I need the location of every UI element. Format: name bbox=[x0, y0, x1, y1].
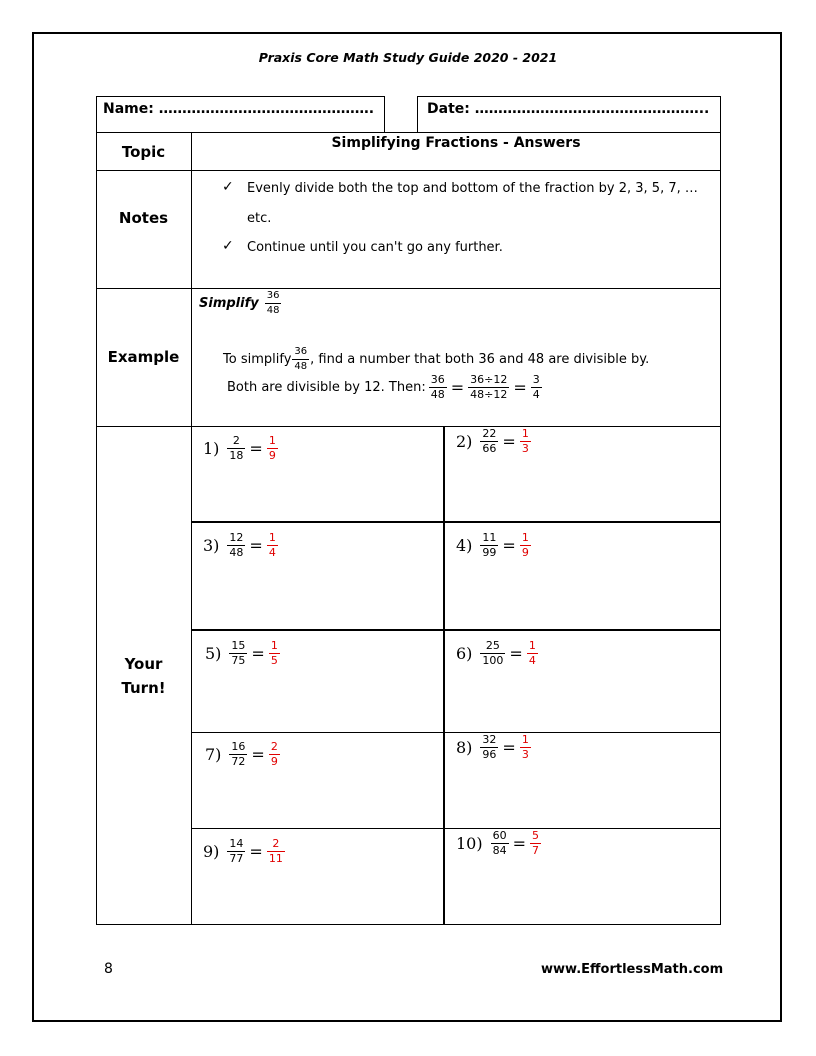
problem-7 bbox=[205, 741, 280, 768]
fraction-denominator: 100 bbox=[482, 654, 504, 667]
answer-fraction bbox=[269, 640, 280, 667]
fraction-numerator: 36 bbox=[430, 373, 445, 386]
example-inline-fraction bbox=[292, 346, 309, 373]
answer-fraction bbox=[269, 741, 280, 768]
equals-sign: = bbox=[249, 842, 263, 861]
answer-fraction bbox=[267, 838, 285, 865]
fraction-numerator: 36 bbox=[294, 346, 308, 357]
fraction-numerator: 2 bbox=[232, 434, 240, 447]
example-original-fraction bbox=[429, 374, 447, 401]
fraction-denominator: 48 bbox=[294, 361, 308, 372]
date-label: Date: ………………………………………….. bbox=[427, 101, 710, 117]
answer-numerator: 1 bbox=[268, 434, 276, 447]
fraction-denominator: 4 bbox=[532, 388, 540, 401]
fraction-denominator: 84 bbox=[492, 844, 507, 857]
fraction-numerator: 15 bbox=[231, 639, 246, 652]
fraction-denominator: 18 bbox=[229, 449, 244, 462]
problem-row-divider bbox=[192, 521, 721, 523]
problem-8 bbox=[456, 734, 531, 761]
fraction-denominator: 48÷12 bbox=[470, 388, 508, 401]
problem-1 bbox=[203, 435, 278, 462]
answer-numerator: 1 bbox=[521, 531, 529, 544]
topic-label: Topic bbox=[121, 142, 166, 161]
answer-denominator: 9 bbox=[270, 755, 278, 768]
equals-sign: = bbox=[450, 378, 465, 397]
note-item-1-continued: etc. bbox=[247, 211, 272, 226]
problem-9 bbox=[203, 838, 285, 865]
check-icon: ✓ bbox=[222, 179, 234, 195]
problem-4 bbox=[456, 532, 531, 559]
fraction-denominator: 48 bbox=[266, 305, 280, 316]
example-line-1-pre: To simplify bbox=[223, 352, 292, 367]
problem-fraction bbox=[227, 838, 245, 865]
equals-sign: = bbox=[502, 432, 516, 451]
answer-fraction bbox=[530, 830, 541, 857]
problem-fraction bbox=[480, 734, 498, 761]
example-label: Example bbox=[107, 348, 180, 366]
answer-denominator: 4 bbox=[268, 546, 276, 559]
example-step-fraction bbox=[468, 374, 509, 401]
fraction-denominator: 48 bbox=[229, 546, 244, 559]
example-fraction bbox=[265, 290, 282, 317]
answer-numerator: 1 bbox=[268, 531, 276, 544]
problem-fraction bbox=[229, 640, 247, 667]
fraction-numerator: 60 bbox=[492, 829, 507, 842]
fraction-denominator: 48 bbox=[430, 388, 445, 401]
answer-fraction bbox=[267, 435, 278, 462]
problem-number: 3) bbox=[203, 536, 220, 555]
problem-fraction bbox=[227, 435, 245, 462]
fraction-numerator: 11 bbox=[482, 531, 497, 544]
check-icon: ✓ bbox=[222, 238, 234, 254]
answer-denominator: 5 bbox=[270, 654, 278, 667]
problem-fraction bbox=[227, 532, 245, 559]
problem-number: 8) bbox=[456, 738, 473, 757]
problem-2 bbox=[456, 428, 531, 455]
answer-denominator: 9 bbox=[521, 546, 529, 559]
equals-sign: = bbox=[502, 738, 516, 757]
problem-fraction bbox=[229, 741, 247, 768]
equals-sign: = bbox=[509, 644, 523, 663]
page-header-title: Praxis Core Math Study Guide 2020 - 2021 bbox=[258, 50, 558, 65]
answer-denominator: 9 bbox=[268, 449, 276, 462]
problem-10 bbox=[456, 830, 541, 857]
example-line-2 bbox=[227, 374, 542, 401]
fraction-numerator: 36÷12 bbox=[470, 373, 508, 386]
row-divider bbox=[96, 426, 721, 427]
problem-fraction bbox=[491, 830, 509, 857]
row-divider bbox=[96, 170, 721, 171]
example-result-fraction bbox=[531, 374, 542, 401]
equals-sign: = bbox=[512, 834, 527, 853]
fraction-denominator: 96 bbox=[482, 748, 497, 761]
topic-value: Simplifying Fractions - Answers bbox=[331, 135, 581, 151]
fraction-denominator: 99 bbox=[482, 546, 497, 559]
answer-fraction bbox=[527, 640, 538, 667]
equals-sign: = bbox=[251, 745, 265, 764]
fraction-numerator: 14 bbox=[229, 837, 244, 850]
problem-number: 10) bbox=[456, 834, 483, 853]
fraction-numerator: 22 bbox=[482, 427, 497, 440]
fraction-denominator: 75 bbox=[231, 654, 246, 667]
fraction-denominator: 66 bbox=[482, 442, 497, 455]
answer-numerator: 1 bbox=[528, 639, 536, 652]
name-field[interactable] bbox=[96, 96, 385, 133]
problem-row-divider bbox=[192, 828, 721, 829]
problem-number: 6) bbox=[456, 644, 473, 663]
answer-numerator: 5 bbox=[532, 829, 540, 842]
equals-sign: = bbox=[513, 378, 527, 397]
example-prompt bbox=[199, 290, 281, 317]
problem-row-divider bbox=[192, 732, 721, 733]
problem-number: 5) bbox=[205, 644, 222, 663]
answer-denominator: 3 bbox=[521, 748, 529, 761]
problem-column-divider bbox=[443, 426, 445, 925]
problem-row-divider bbox=[192, 629, 721, 631]
fraction-numerator: 12 bbox=[229, 531, 244, 544]
fraction-numerator: 32 bbox=[482, 733, 497, 746]
answer-numerator: 1 bbox=[521, 733, 529, 746]
problem-number: 1) bbox=[203, 439, 220, 458]
problem-number: 2) bbox=[456, 432, 473, 451]
your-turn-label-line-2: Turn! bbox=[121, 679, 166, 697]
note-item-2: Continue until you can't go any further. bbox=[247, 240, 503, 255]
answer-denominator: 3 bbox=[521, 442, 529, 455]
problem-fraction bbox=[480, 532, 498, 559]
answer-denominator: 11 bbox=[268, 852, 283, 865]
example-line-2-pre: Both are divisible by 12. Then: bbox=[227, 380, 426, 395]
problem-6 bbox=[456, 640, 538, 667]
equals-sign: = bbox=[502, 536, 516, 555]
example-line-1 bbox=[223, 346, 649, 373]
fraction-numerator: 25 bbox=[485, 639, 500, 652]
fraction-denominator: 77 bbox=[229, 852, 244, 865]
equals-sign: = bbox=[249, 536, 263, 555]
example-prompt-text: Simplify bbox=[199, 296, 259, 311]
your-turn-label bbox=[96, 651, 191, 701]
problem-3 bbox=[203, 532, 278, 559]
your-turn-label-line-1: Your bbox=[124, 655, 163, 673]
fraction-numerator: 16 bbox=[231, 740, 246, 753]
answer-fraction bbox=[520, 532, 531, 559]
answer-numerator: 1 bbox=[270, 639, 278, 652]
answer-denominator: 4 bbox=[528, 654, 536, 667]
problem-fraction bbox=[480, 428, 498, 455]
row-divider bbox=[96, 288, 721, 289]
answer-numerator: 1 bbox=[521, 427, 529, 440]
problem-number: 4) bbox=[456, 536, 473, 555]
fraction-numerator: 3 bbox=[532, 373, 540, 386]
fraction-numerator: 36 bbox=[266, 290, 280, 301]
answer-numerator: 2 bbox=[272, 837, 280, 850]
problem-number: 9) bbox=[203, 842, 220, 861]
name-label: Name: ………………………………………. bbox=[103, 101, 375, 117]
equals-sign: = bbox=[251, 644, 265, 663]
answer-fraction bbox=[267, 532, 278, 559]
note-item-1: Evenly divide both the top and bottom of the fraction by 2, 3, 5, 7, … bbox=[247, 181, 698, 196]
fraction-denominator: 72 bbox=[231, 755, 246, 768]
answer-fraction bbox=[520, 734, 531, 761]
answer-denominator: 7 bbox=[532, 844, 540, 857]
equals-sign: = bbox=[249, 439, 263, 458]
answer-numerator: 2 bbox=[270, 740, 278, 753]
date-field[interactable] bbox=[417, 96, 721, 133]
problem-number: 7) bbox=[205, 745, 222, 764]
problem-fraction bbox=[480, 640, 505, 667]
footer-url: www.EffortlessMath.com bbox=[541, 962, 724, 977]
answer-fraction bbox=[520, 428, 531, 455]
notes-label: Notes bbox=[118, 209, 169, 227]
page-number: 8 bbox=[104, 961, 113, 977]
example-line-1-post: , find a number that both 36 and 48 are divisible by. bbox=[310, 352, 650, 367]
label-column-divider bbox=[191, 132, 192, 925]
problem-5 bbox=[205, 640, 280, 667]
